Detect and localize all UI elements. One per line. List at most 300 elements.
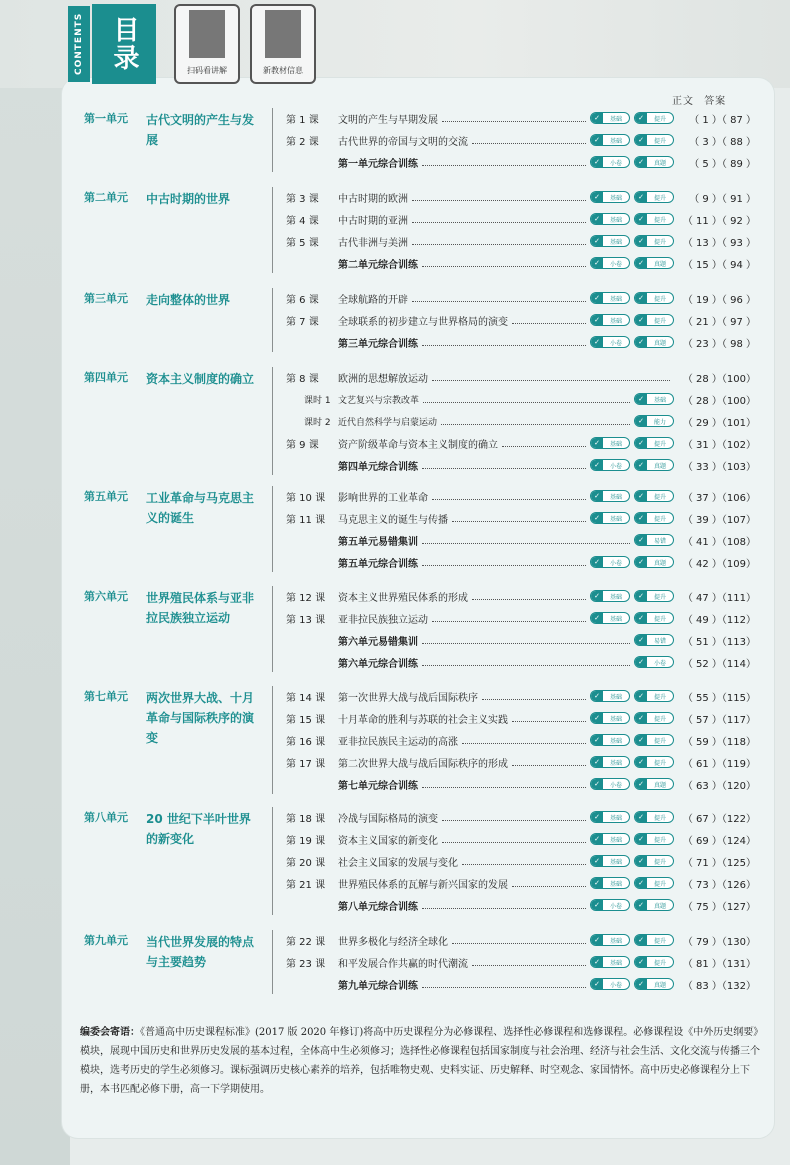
badge-label: 基础 [609, 615, 622, 623]
badge-label: 真题 [653, 559, 666, 567]
toc-row[interactable] [286, 368, 756, 386]
check-icon: ✓ [635, 956, 647, 968]
badge-label: 基础 [609, 937, 622, 945]
column-headers [672, 92, 732, 107]
badge-group [590, 512, 674, 524]
badge-group [634, 534, 674, 546]
exercise-badge[interactable] [634, 634, 674, 646]
lesson-title: 近代自然科学与启蒙运动 [338, 417, 438, 428]
lesson-title: 第九单元综合训练 [338, 980, 418, 992]
badge-label: 基础 [609, 515, 622, 523]
leader-dots [432, 492, 586, 500]
check-icon: ✓ [591, 590, 603, 602]
exercise-badge[interactable] [590, 490, 630, 502]
lesson-title: 和平发展合作共赢的时代潮流 [338, 958, 468, 970]
badge-label: 提升 [653, 440, 666, 448]
exercise-badge[interactable] [590, 336, 630, 348]
qr-code-icon [265, 10, 301, 58]
lesson-number: 第 9 课 [286, 439, 319, 451]
leader-dots [422, 636, 630, 644]
lesson-title: 第八单元综合训练 [338, 901, 418, 913]
toc-row[interactable] [286, 153, 756, 171]
badge-label: 提升 [653, 137, 666, 145]
badge-group [590, 734, 674, 746]
toc-row[interactable] [286, 896, 756, 914]
unit-label: 第六单元 [84, 590, 128, 603]
toc-row[interactable] [286, 874, 756, 892]
toc-row[interactable] [286, 975, 756, 993]
exercise-badge[interactable] [634, 213, 674, 225]
toc-row[interactable] [286, 487, 756, 505]
toc-row[interactable] [286, 333, 756, 351]
leader-dots [422, 461, 586, 469]
page-numbers: （ 79 ）（130） [682, 936, 756, 948]
unit-label: 第七单元 [84, 690, 128, 703]
toc-row[interactable] [286, 731, 756, 749]
exercise-badge[interactable] [634, 811, 674, 823]
toc-row[interactable] [286, 434, 756, 452]
toc-row[interactable] [286, 653, 756, 671]
lesson-number: 第 19 课 [286, 835, 326, 847]
badge-label: 基础 [609, 493, 622, 501]
check-icon: ✓ [591, 235, 603, 247]
check-icon: ✓ [635, 534, 647, 546]
lesson-number: 第 13 课 [286, 614, 326, 626]
exercise-badge[interactable] [634, 512, 674, 524]
page-numbers: （ 41 ）（108） [682, 536, 756, 548]
lesson-title: 第七单元综合训练 [338, 780, 418, 792]
badge-label: 基础 [609, 593, 622, 601]
leader-dots [441, 417, 630, 425]
check-icon: ✓ [635, 556, 647, 568]
exercise-badge[interactable] [634, 415, 674, 427]
badge-group [590, 336, 674, 348]
page-numbers: （ 71 ）（125） [682, 857, 756, 869]
exercise-badge[interactable] [590, 833, 630, 845]
toc-row[interactable] [286, 775, 756, 793]
check-icon: ✓ [591, 978, 603, 990]
toc-row[interactable] [286, 753, 756, 771]
leader-dots [422, 780, 586, 788]
badge-group [590, 690, 674, 702]
exercise-badge[interactable] [634, 556, 674, 568]
badge-label: 真题 [653, 462, 666, 470]
toc-row[interactable] [286, 553, 756, 571]
toc-row[interactable] [286, 808, 756, 826]
page-title: 目录 [109, 16, 139, 72]
check-icon: ✓ [635, 934, 647, 946]
badge-label: 基础 [609, 880, 622, 888]
badge-group [590, 191, 674, 203]
exercise-badge[interactable] [634, 855, 674, 867]
exercise-badge[interactable] [590, 437, 630, 449]
page-numbers: （ 49 ）（112） [682, 614, 756, 626]
exercise-badge[interactable] [590, 134, 630, 146]
leader-dots [422, 259, 586, 267]
badge-label: 真题 [653, 159, 666, 167]
badge-label: 小卷 [609, 781, 622, 789]
lesson-title: 第二单元综合训练 [338, 259, 418, 271]
badge-label: 提升 [653, 115, 666, 123]
leader-dots [432, 373, 670, 381]
check-icon: ✓ [635, 336, 647, 348]
exercise-badge[interactable] [634, 756, 674, 768]
exercise-badge[interactable] [634, 534, 674, 546]
exercise-badge[interactable] [590, 512, 630, 524]
exercise-badge[interactable] [634, 690, 674, 702]
exercise-badge[interactable] [590, 257, 630, 269]
lesson-title: 亚非拉民族独立运动 [338, 614, 428, 626]
badge-group [590, 833, 674, 845]
lesson-number: 第 14 课 [286, 692, 326, 704]
leader-dots [512, 879, 586, 887]
badge-label: 基础 [609, 836, 622, 844]
exercise-badge[interactable] [590, 112, 630, 124]
unit-title: 中古时期的世界 [146, 192, 231, 206]
check-icon: ✓ [591, 336, 603, 348]
lesson-title: 第二次世界大战与战后国际秩序的形成 [338, 758, 508, 770]
badge-label: 基础 [609, 737, 622, 745]
exercise-badge[interactable] [634, 877, 674, 889]
check-icon: ✓ [635, 833, 647, 845]
check-icon: ✓ [635, 235, 647, 247]
toc-row[interactable] [286, 131, 756, 149]
exercise-badge[interactable] [590, 314, 630, 326]
badge-label: 提升 [653, 880, 666, 888]
check-icon: ✓ [591, 112, 603, 124]
page-numbers: （ 59 ）（118） [682, 736, 756, 748]
leader-dots [422, 338, 586, 346]
check-icon: ✓ [635, 756, 647, 768]
exercise-badge[interactable] [590, 899, 630, 911]
lesson-number: 课时 2 [304, 417, 331, 428]
title-en: CONTENTS [68, 6, 90, 82]
toc-row[interactable] [286, 953, 756, 971]
unit-divider [272, 686, 273, 794]
badge-group [590, 112, 674, 124]
check-icon: ✓ [635, 393, 647, 405]
page-numbers: （ 69 ）（124） [682, 835, 756, 847]
unit-label: 第五单元 [84, 490, 128, 503]
leader-dots [512, 316, 586, 324]
page-numbers: （ 83 ）（132） [682, 980, 756, 992]
exercise-badge[interactable] [634, 257, 674, 269]
qr-code-icon [189, 10, 225, 58]
badge-group [590, 956, 674, 968]
exercise-badge[interactable] [634, 112, 674, 124]
page-numbers: （ 29 ）（101） [682, 417, 756, 429]
page-numbers: （ 15 ）（ 94 ） [682, 259, 756, 271]
toc-row[interactable] [286, 254, 756, 272]
lesson-title: 全球航路的开辟 [338, 294, 408, 306]
toc-row[interactable] [286, 412, 756, 430]
lesson-number: 第 15 课 [286, 714, 326, 726]
toc-row[interactable] [286, 631, 756, 649]
leader-dots [502, 439, 586, 447]
editor-note [80, 1023, 760, 1099]
lesson-number: 第 5 课 [286, 237, 319, 249]
lesson-title: 资本主义国家的新变化 [338, 835, 438, 847]
lesson-title: 资本主义世界殖民体系的形成 [338, 592, 468, 604]
unit-divider [272, 586, 273, 672]
badge-group [590, 156, 674, 168]
page-numbers: （ 75 ）（127） [682, 901, 756, 913]
exercise-badge[interactable] [634, 393, 674, 405]
toc-row[interactable] [286, 931, 756, 949]
badge-group [590, 490, 674, 502]
check-icon: ✓ [635, 612, 647, 624]
leader-dots [512, 758, 586, 766]
exercise-badge[interactable] [590, 612, 630, 624]
exercise-badge[interactable] [590, 459, 630, 471]
check-icon: ✓ [635, 634, 647, 646]
page-numbers: （ 73 ）（126） [682, 879, 756, 891]
page-numbers: （ 57 ）（117） [682, 714, 756, 726]
check-icon: ✓ [591, 855, 603, 867]
toc-row[interactable] [286, 109, 756, 127]
exercise-badge[interactable] [634, 712, 674, 724]
badge-label: 真题 [653, 902, 666, 910]
toc-row[interactable] [286, 188, 756, 206]
exercise-badge[interactable] [590, 734, 630, 746]
toc-row[interactable] [286, 456, 756, 474]
badge-label: 真题 [653, 260, 666, 268]
qr-code-explain[interactable] [174, 4, 240, 84]
badge-label: 提升 [653, 515, 666, 523]
lesson-number: 第 6 课 [286, 294, 319, 306]
lesson-number: 第 11 课 [286, 514, 326, 526]
badge-label: 提升 [653, 959, 666, 967]
badge-label: 基础 [653, 396, 666, 404]
check-icon: ✓ [635, 656, 647, 668]
badge-label: 能力 [653, 418, 666, 426]
exercise-badge[interactable] [634, 612, 674, 624]
toc-row[interactable] [286, 289, 756, 307]
leader-dots [412, 294, 586, 302]
exercise-badge[interactable] [634, 437, 674, 449]
badge-group [590, 314, 674, 326]
badge-label: 提升 [653, 814, 666, 822]
leader-dots [412, 193, 586, 201]
toc-row[interactable] [286, 210, 756, 228]
unit-divider [272, 486, 273, 572]
leader-dots [462, 736, 586, 744]
exercise-badge[interactable] [590, 978, 630, 990]
check-icon: ✓ [635, 877, 647, 889]
leader-dots [512, 714, 586, 722]
lesson-number: 第 21 课 [286, 879, 326, 891]
exercise-badge[interactable] [634, 459, 674, 471]
exercise-badge[interactable] [634, 833, 674, 845]
check-icon: ✓ [635, 734, 647, 746]
exercise-badge[interactable] [634, 590, 674, 602]
badge-label: 真题 [653, 339, 666, 347]
badge-group [590, 934, 674, 946]
check-icon: ✓ [635, 490, 647, 502]
badge-label: 提升 [653, 693, 666, 701]
check-icon: ✓ [591, 314, 603, 326]
exercise-badge[interactable] [634, 899, 674, 911]
unit-divider [272, 108, 273, 172]
badge-label: 提升 [653, 593, 666, 601]
exercise-badge[interactable] [590, 590, 630, 602]
badge-label: 提升 [653, 238, 666, 246]
page-numbers: （ 42 ）（109） [682, 558, 756, 570]
exercise-badge[interactable] [634, 156, 674, 168]
toc-row[interactable] [286, 687, 756, 705]
badge-group [590, 292, 674, 304]
badge-label: 基础 [609, 115, 622, 123]
exercise-badge[interactable] [590, 191, 630, 203]
badge-label: 小卷 [609, 559, 622, 567]
check-icon: ✓ [591, 556, 603, 568]
exercise-badge[interactable] [590, 934, 630, 946]
badge-group [590, 235, 674, 247]
check-icon: ✓ [591, 459, 603, 471]
badge-label: 提升 [653, 194, 666, 202]
exercise-badge[interactable] [590, 956, 630, 968]
exercise-badge[interactable] [634, 134, 674, 146]
exercise-badge[interactable] [590, 712, 630, 724]
leader-dots [412, 237, 586, 245]
unit-divider [272, 930, 273, 994]
lesson-title: 中古时期的欧洲 [338, 193, 408, 205]
badge-label: 提升 [653, 715, 666, 723]
badge-group [590, 978, 674, 990]
exercise-badge[interactable] [634, 490, 674, 502]
exercise-badge[interactable] [634, 314, 674, 326]
badge-label: 基础 [609, 238, 622, 246]
check-icon: ✓ [635, 112, 647, 124]
page-numbers: （ 52 ）（114） [682, 658, 756, 670]
toc-row[interactable] [286, 232, 756, 250]
leader-dots [472, 136, 586, 144]
page-numbers: （ 28 ）（100） [682, 395, 756, 407]
exercise-badge[interactable] [590, 855, 630, 867]
qr-label: 扫码看讲解 [187, 66, 227, 75]
exercise-badge[interactable] [634, 734, 674, 746]
leader-dots [412, 215, 586, 223]
check-icon: ✓ [635, 978, 647, 990]
exercise-badge[interactable] [634, 235, 674, 247]
lesson-number: 第 16 课 [286, 736, 326, 748]
toc-row[interactable] [286, 587, 756, 605]
exercise-badge[interactable] [590, 235, 630, 247]
exercise-badge[interactable] [590, 556, 630, 568]
exercise-badge[interactable] [590, 877, 630, 889]
leader-dots [452, 936, 586, 944]
exercise-badge[interactable] [590, 292, 630, 304]
unit-title: 世界殖民体系与亚非拉民族独立运动 [146, 591, 255, 625]
toc-row[interactable] [286, 311, 756, 329]
unit-title: 两次世界大战、十月革命与国际秩序的演变 [146, 691, 255, 745]
toc-row[interactable] [286, 531, 756, 549]
exercise-badge[interactable] [634, 978, 674, 990]
badge-group [590, 590, 674, 602]
lesson-title: 世界多极化与经济全球化 [338, 936, 448, 948]
unit-label: 第三单元 [84, 292, 128, 305]
page-numbers: （ 31 ）（102） [682, 439, 756, 451]
toc-row[interactable] [286, 709, 756, 727]
lesson-number: 第 3 课 [286, 193, 319, 205]
page-numbers: （ 11 ）（ 92 ） [682, 215, 756, 227]
lesson-number: 第 4 课 [286, 215, 319, 227]
exercise-badge[interactable] [634, 934, 674, 946]
badge-label: 小卷 [653, 659, 666, 667]
lesson-title: 马克思主义的诞生与传播 [338, 514, 448, 526]
note-body: 《普通高中历史课程标准》(2017 版 2020 年修订)将高中历史课程分为必修课程、选择性必修课程和选修课程。必修课程设《中外历史纲要》模块，展现中国历史和世界历史发展的基本过程，全体高中生必须修习；选择性必修课程包括国家制度与社会治理、经济与社会生活、文化交流与传播三个模块，选考历史的学生必须修习。课标强调历史核心素养的培养，包括唯物史观、史料实证、历史解释、时空观念、家国情怀。高中历史必修课程分上下册，本书匹配必修下册，高一下学期使用。 [80, 1027, 760, 1095]
exercise-badge[interactable] [590, 756, 630, 768]
check-icon: ✓ [591, 756, 603, 768]
badge-label: 基础 [609, 137, 622, 145]
page-numbers: （ 61 ）（119） [682, 758, 756, 770]
page-numbers: （ 1 ）（ 87 ） [689, 114, 756, 126]
toc-row[interactable] [286, 390, 756, 408]
exercise-badge[interactable] [634, 191, 674, 203]
title-block [92, 4, 156, 84]
page-numbers: （ 19 ）（ 96 ） [682, 294, 756, 306]
badge-label: 小卷 [609, 339, 622, 347]
check-icon: ✓ [635, 712, 647, 724]
unit-divider [272, 288, 273, 352]
check-icon: ✓ [635, 811, 647, 823]
lesson-title: 第一次世界大战与战后国际秩序 [338, 692, 478, 704]
leader-dots [422, 558, 586, 566]
exercise-badge[interactable] [634, 956, 674, 968]
check-icon: ✓ [635, 314, 647, 326]
toc-row[interactable] [286, 509, 756, 527]
qr-code-info[interactable] [250, 4, 316, 84]
exercise-badge[interactable] [590, 156, 630, 168]
check-icon: ✓ [591, 833, 603, 845]
exercise-badge[interactable] [590, 213, 630, 225]
unit-divider [272, 187, 273, 273]
unit-title: 古代文明的产生与发展 [146, 113, 255, 147]
badge-group [590, 257, 674, 269]
badge-label: 提升 [653, 295, 666, 303]
leader-dots [422, 658, 630, 666]
check-icon: ✓ [591, 612, 603, 624]
check-icon: ✓ [635, 437, 647, 449]
badge-label: 基础 [609, 317, 622, 325]
page-numbers: （ 9 ）（ 91 ） [689, 193, 756, 205]
exercise-badge[interactable] [634, 656, 674, 668]
lesson-title: 古代非洲与美洲 [338, 237, 408, 249]
exercise-badge[interactable] [590, 690, 630, 702]
exercise-badge[interactable] [590, 811, 630, 823]
check-icon: ✓ [591, 778, 603, 790]
exercise-badge[interactable] [634, 336, 674, 348]
toc-row[interactable] [286, 609, 756, 627]
check-icon: ✓ [591, 257, 603, 269]
lesson-number: 第 7 课 [286, 316, 319, 328]
lesson-title: 亚非拉民族民主运动的高涨 [338, 736, 458, 748]
badge-label: 小卷 [609, 260, 622, 268]
leader-dots [452, 514, 586, 522]
exercise-badge[interactable] [590, 778, 630, 790]
badge-label: 提升 [653, 759, 666, 767]
badge-label: 小卷 [609, 159, 622, 167]
lesson-title: 第六单元综合训练 [338, 658, 418, 670]
exercise-badge[interactable] [634, 778, 674, 790]
badge-group [590, 811, 674, 823]
toc-row[interactable] [286, 830, 756, 848]
exercise-badge[interactable] [634, 292, 674, 304]
toc-row[interactable] [286, 852, 756, 870]
check-icon: ✓ [635, 899, 647, 911]
lesson-title: 第五单元综合训练 [338, 558, 418, 570]
leader-dots [422, 536, 630, 544]
